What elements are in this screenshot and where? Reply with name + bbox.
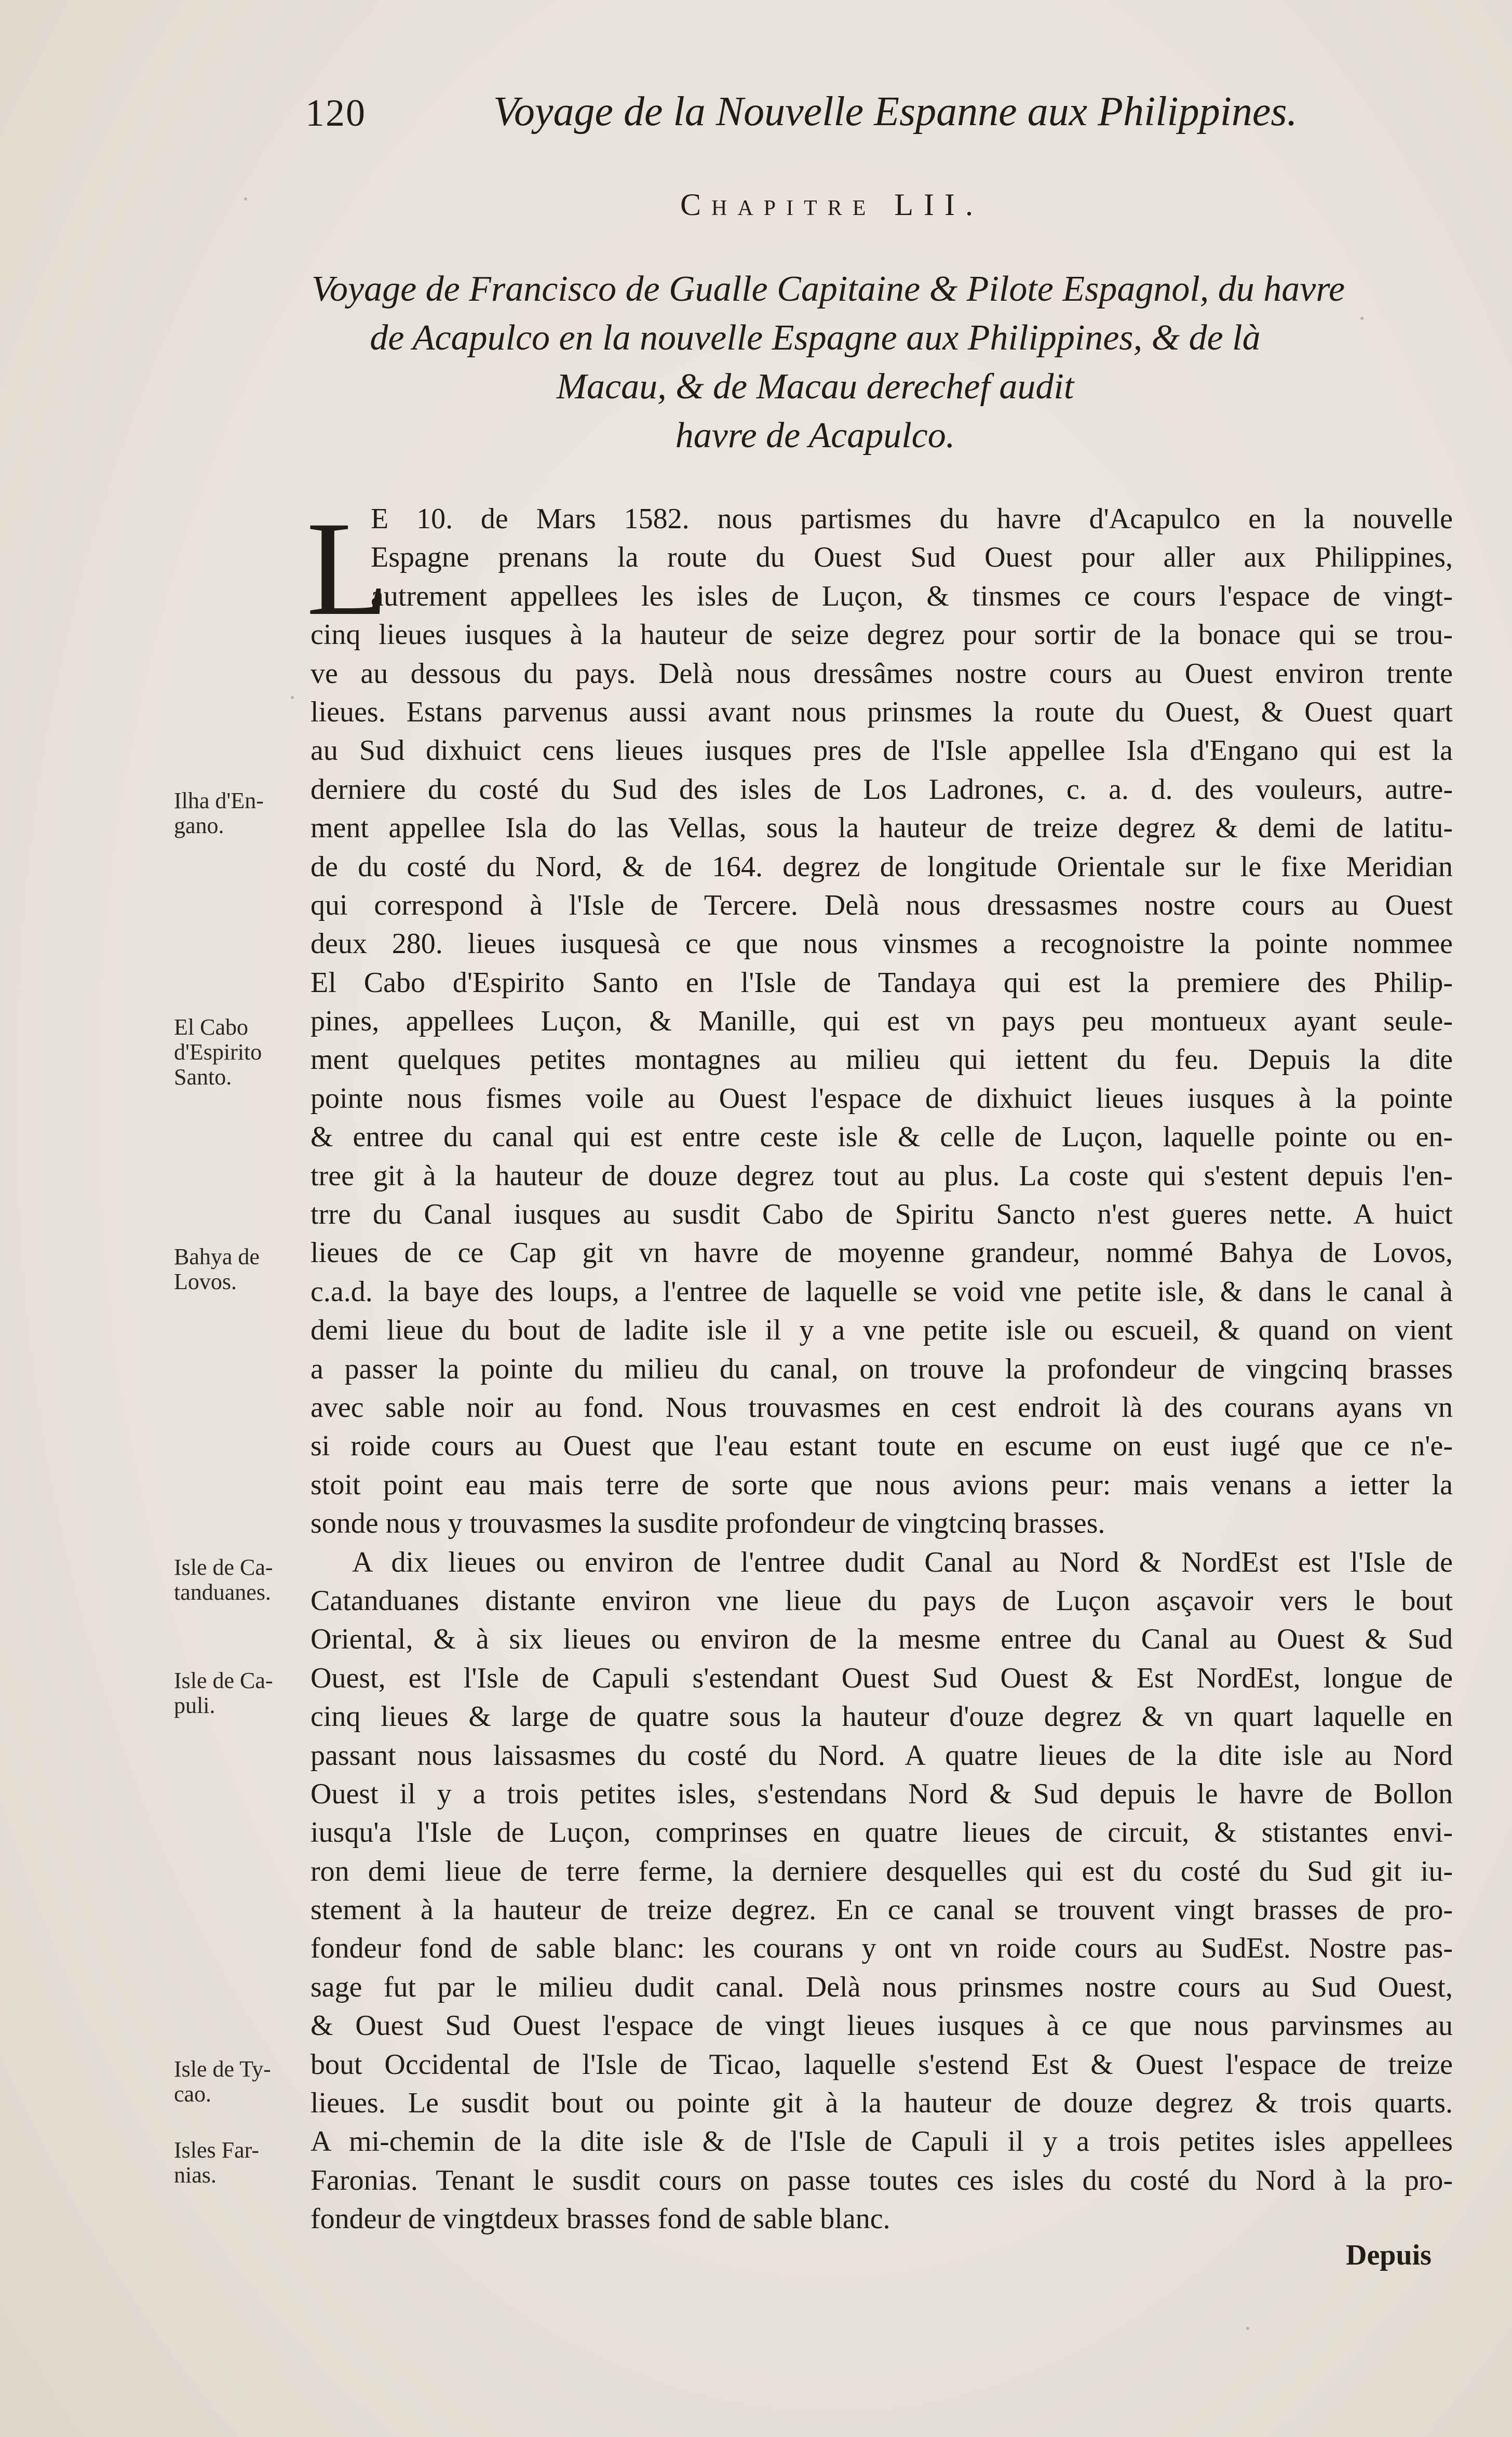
text-line: au Sud dixhuict cens lieues iusques pres de l'Isle appellee Isla d'Engano qui est la [310,734,1453,767]
text-line: passant nous laissasmes du costé du Nord. A quatre lieues de la dite isle au Nord [310,1739,1453,1772]
body-text [306,494,1453,2239]
text-line: ve au dessous du pays. Delà nous dressâmes nostre cours au Ouest environ trente [310,657,1453,690]
margin-note-line: Lovos. [174,1269,237,1294]
chapter-heading: Chapitre LII. [680,188,983,222]
paper-speck [291,696,294,699]
chapter-title-line: de Acapulco en la nouvelle Espagne aux Philippines, & de là [370,318,1261,358]
text-line: fondeur de vingtdeux brasses fond de sable blanc. [310,2203,890,2235]
drop-cap: L [306,494,389,644]
margin-note-line: Ilha d'En- [174,788,264,813]
text-line: qui correspond à l'Isle de Tercere. Delà nous dressasmes nostre cours au Ouest [310,889,1453,921]
text-line: pointe nous fismes voile au Ouest l'espace de dixhuict lieues iusques à la pointe [310,1082,1453,1115]
text-line: c.a.d. la baye des loups, a l'entree de laquelle se void vne petite isle, & dans le canal à [310,1275,1453,1308]
text-line: cinq lieues iusques à la hauteur de seize degrez pour sortir de la bonace qui se trou- [310,619,1453,651]
text-line: tree git à la hauteur de douze degrez tout au plus. La coste qui s'estent depuis l'en- [310,1159,1453,1192]
margin-note-line: cao. [174,2081,212,2107]
chapter-title-line: havre de Acapulco. [675,416,955,456]
text-line: cinq lieues & large de quatre sous la hauteur d'ouze degrez & vn quart laquelle en [310,1700,1453,1733]
paper-speck [244,197,247,200]
text-line: A dix lieues ou environ de l'entree dudit Canal au Nord & NordEst est l'Isle de [352,1546,1453,1578]
margin-note-line: Isles Far- [174,2137,260,2163]
text-line: lieues de ce Cap git vn havre de moyenne grandeur, nommé Bahya de Lovos, [310,1237,1453,1269]
margin-note-line: Isle de Ca- [174,1668,273,1693]
text-line: sonde nous y trouvasmes la susdite profondeur de vingtcinq brasses. [310,1507,1105,1540]
text-line: El Cabo d'Espirito Santo en l'Isle de Tandaya qui est la premiere des Philip- [310,966,1453,999]
margin-note-line: puli. [174,1693,215,1718]
margin-note-line: d'Espirito [174,1039,262,1065]
margin-note-line: Isle de Ty- [174,2056,271,2082]
text-line: trre du Canal iusques au susdit Cabo de Spiritu Sancto n'est gueres nette. A huict [310,1198,1453,1231]
margin-note-line: nias. [174,2162,217,2188]
text-line: demi lieue du bout de ladite isle il y a vne petite isle ou escueil, & quand on vient [310,1314,1453,1347]
text-line: avec sable noir au fond. Nous trouvasmes en cest endroit là des courans ayans vn [310,1391,1453,1424]
margin-note-bahya [174,1244,309,1294]
text-line: stoit point eau mais terre de sorte que nous avions peur: mais venans a ietter la [310,1468,1453,1501]
paper-speck [1246,2327,1249,2330]
text-line: deux 280. lieues iusquesà ce que nous vinsmes a recognoistre la pointe nommee [310,928,1453,960]
text-line: Ouest, est l'Isle de Capuli s'estendant Ouest Sud Ouest & Est NordEst, longue de [310,1662,1453,1694]
margin-note-line: El Cabo [174,1014,248,1040]
text-line: & entree du canal qui est entre ceste isle & celle de Luçon, laquelle pointe ou en- [310,1121,1453,1154]
text-line: lieues. Le susdit bout ou pointe git à la hauteur de douze degrez & trois quarts. [310,2087,1453,2120]
text-line: Ouest il y a trois petites isles, s'estendans Nord & Sud depuis le havre de Bollon [310,1777,1453,1810]
running-title: Voyage de la Nouvelle Espanne aux Philippines. [493,89,1298,135]
margin-note-line: Isle de Ca- [174,1555,273,1580]
text-line: bout Occidental de l'Isle de Ticao, laquelle s'estend Est & Ouest l'espace de treize [310,2048,1453,2081]
margin-note-ilha-dengano [174,788,309,838]
text-line: A mi-chemin de la dite isle & de l'Isle de Capuli il y a trois petites isles appellees [310,2125,1453,2158]
text-line: & Ouest Sud Ouest l'espace de vingt lieues iusques à ce que nous parvinsmes au [310,2010,1453,2042]
margin-note-line: tanduanes. [174,1579,271,1605]
paper-speck [1360,317,1364,320]
text-line: fondeur fond de sable blanc: les courans y ont vn roide cours au SudEst. Nostre pas- [310,1932,1453,1965]
chapter-title [312,265,1345,460]
text-line: iusqu'a l'Isle de Luçon, comprinses en quatre lieues de circuit, & stistantes envi- [310,1816,1453,1849]
margin-note-capuli [174,1668,309,1718]
chapter-title-line: Voyage de Francisco de Gualle Capitaine & Pilote Espagnol, du havre [312,269,1345,309]
text-line: ron demi lieue de terre ferme, la derniere desquelles qui est du costé du Sud git iu- [310,1855,1453,1887]
margin-note-catanduanes [174,1555,309,1605]
text-line: de du costé du Nord, & de 164. degrez de longitude Orientale sur le fixe Meridian [310,850,1453,883]
text-line: Oriental, & à six lieues ou environ de la mesme entree du Canal au Ouest & Sud [310,1623,1453,1656]
margin-note-ticao [174,2057,309,2107]
margin-note-line: gano. [174,813,224,838]
text-line: lieues. Estans parvenus aussi avant nous prinsmes la route du Ouest, & Ouest quart [310,695,1453,728]
text-line: ment quelques petites montagnes au milieu qui iettent du feu. Depuis la dite [310,1043,1453,1076]
text-line: Faronias. Tenant le susdit cours on passe toutes ces isles du costé du Nord à la pro- [310,2164,1453,2197]
text-line: stement à la hauteur de treize degrez. En ce canal se trouvent vingt brasses de pro- [310,1894,1453,1926]
catchword: Depuis [1346,2239,1432,2271]
text-line: si roide cours au Ouest que l'eau estant toute en escume on eust iugé que ce n'e- [310,1430,1453,1463]
page-number: 120 [305,92,366,135]
chapter-title-line: Macau, & de Macau derechef audit [556,367,1074,407]
margin-note-el-cabo [174,1015,309,1090]
text-line: E 10. de Mars 1582. nous partismes du havre d'Acapulco en la nouvelle [371,503,1453,535]
margin-note-faronias [174,2138,309,2188]
text-line: pines, appellees Luçon, & Manille, qui est vn pays peu montueux ayant seule- [310,1005,1453,1038]
text-line: sage fut par le milieu dudit canal. Delà nous prinsmes nostre cours au Sud Ouest, [310,1971,1453,2003]
text-line: ment appellee Isla do las Vellas, sous la hauteur de treize degrez & demi de latitu- [310,812,1453,845]
text-line: Catanduanes distante environ vne lieue du pays de Luçon asçavoir vers le bout [310,1584,1453,1617]
margin-note-line: Santo. [174,1064,232,1090]
margin-note-line: Bahya de [174,1244,260,1269]
text-line: autrement appellees les isles de Luçon, & tinsmes ce cours l'espace de vingt- [371,580,1453,612]
text-line: derniere du costé du Sud des isles de Los Ladrones, c. a. d. des vouleurs, autre- [310,773,1453,806]
text-line: Espagne prenans la route du Ouest Sud Ouest pour aller aux Philippines, [371,541,1453,574]
text-line: a passer la pointe du milieu du canal, on trouve la profondeur de vingcinq brasses [310,1353,1453,1385]
